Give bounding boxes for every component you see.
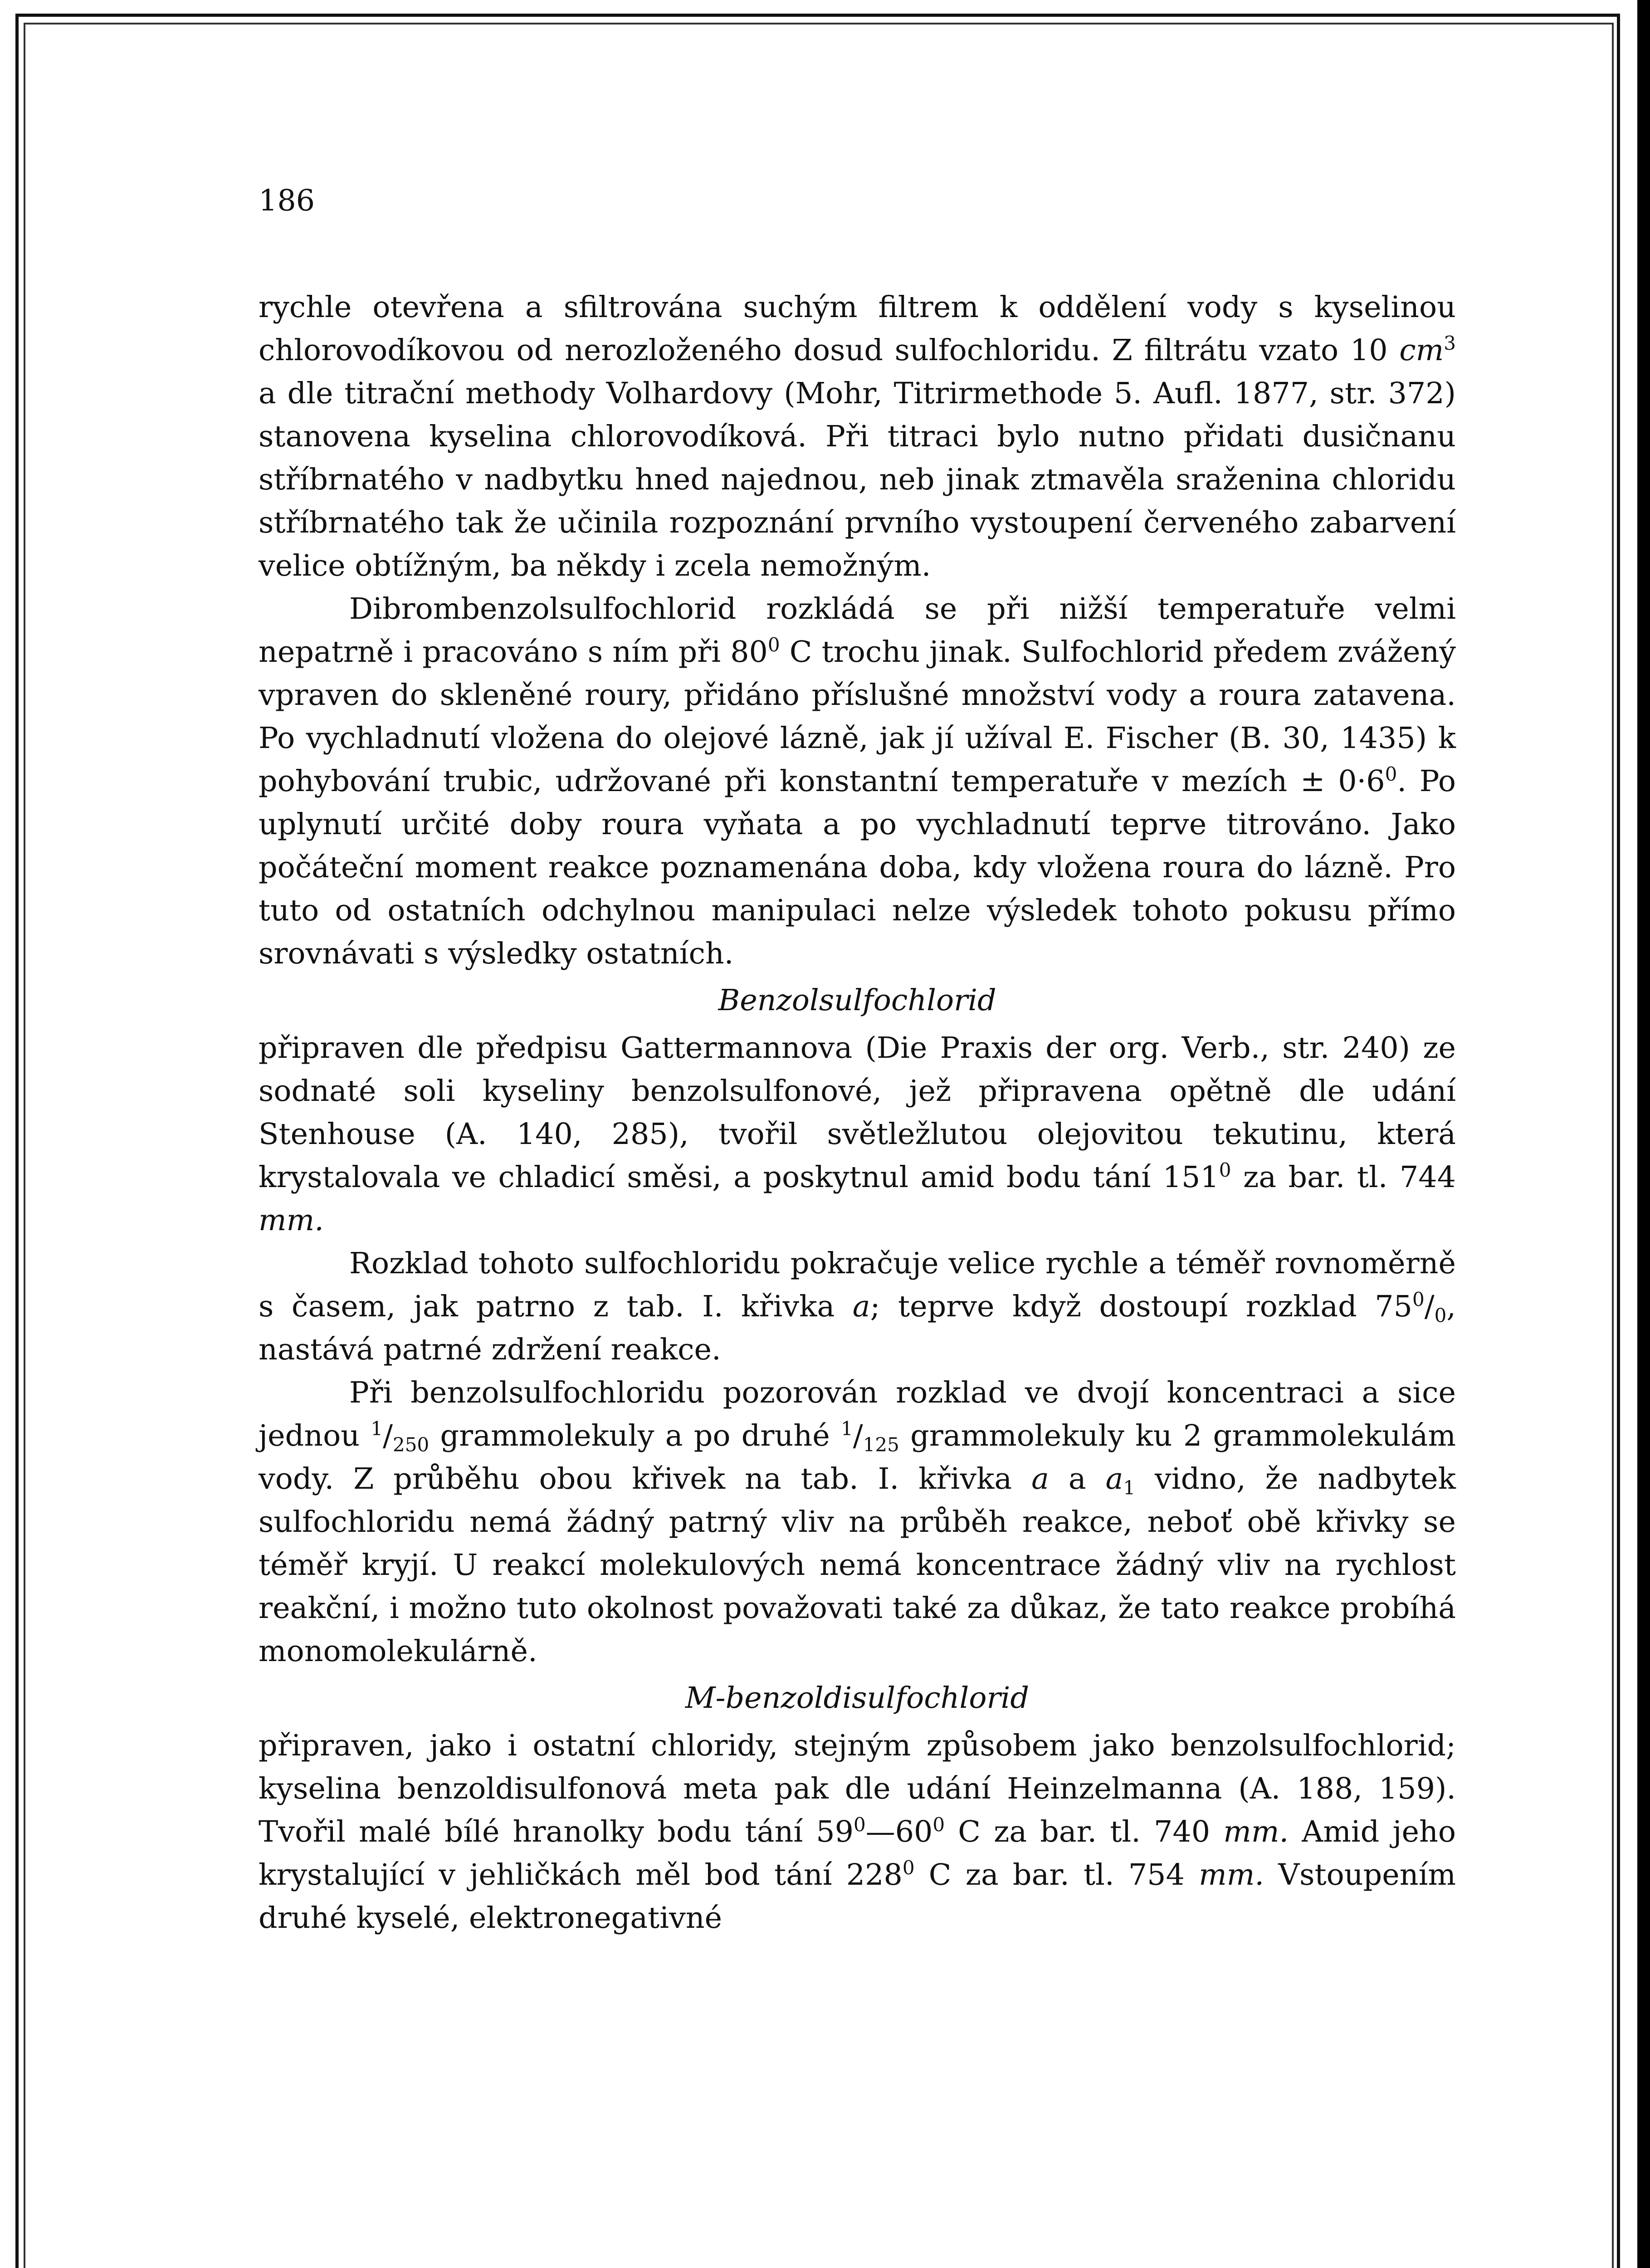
- text-span: C za bar. tl. 740: [945, 1815, 1224, 1849]
- denominator: 250: [393, 1433, 430, 1456]
- unit-cm: cm: [1399, 333, 1444, 367]
- percent-sign: [1412, 1288, 1447, 1327]
- subscript: 0: [1434, 1304, 1447, 1327]
- text-span: rychle otevřena a sfiltrována suchým filtrem k oddělení vody s kyselinou chlorovodíkovou od nerozloženého dosud sulfochloridu. Z filtrátu vzato 10: [259, 290, 1456, 367]
- paragraph-4: [259, 1242, 1456, 1371]
- text-span: grammolekuly ku 2 grammolekulám vody. Z průběhu obou křivek na tab. I. křivka: [259, 1419, 1456, 1496]
- subscript: 1: [1123, 1476, 1136, 1499]
- degree-mark: 0: [1385, 763, 1397, 785]
- fraction-1-125: [840, 1417, 899, 1456]
- superscript: 3: [1444, 332, 1456, 354]
- paragraph-5: [259, 1371, 1456, 1673]
- page-number: 186: [259, 184, 315, 218]
- slash: /: [383, 1419, 393, 1453]
- degree-mark: 0: [767, 633, 780, 656]
- text-span: připraven dle předpisu Gattermannova (Die Praxis der org. Verb., str. 240) ze sodnaté soli kyseliny benzolsulfonové, jež připravena opětně dle udání Stenhouse (A. 140, 285), tvořil světležlutou olejovitou tekutinu, která krystalovala ve chladicí směsi, a poskytnul amid bodu tání 151: [259, 1031, 1456, 1194]
- variable-a: a: [852, 1290, 870, 1324]
- unit-mm: mm.: [259, 1203, 324, 1237]
- text-span: a dle titrační methody Volhardovy (Mohr, Titrirmethode 5. Aufl. 1877, str. 372) stanovena kyselina chlorovodíková. Při titraci bylo nutno přidati dusičnanu stříbrnatého v nadbytku hned najednou, neb jinak ztmavěla sraženina chloridu stříbrnatého tak že učinila rozpoznání prvního vystoupení červeného zabarvení velice obtížným, ba někdy i zcela nemožným.: [259, 376, 1456, 583]
- degree-mark: 0: [853, 1813, 866, 1836]
- text-span: , nastává patrné zdržení reakce.: [259, 1290, 1456, 1367]
- text-span: připraven, jako i ostatní chloridy, stejným způsobem jako benzolsulfochlorid; kyselina benzoldisulfonová meta pak dle udání Heinzelmanna (A. 188, 159). Tvořil malé bílé hranolky bodu tání 59: [259, 1729, 1456, 1849]
- text-span: C trochu jinak. Sulfochlorid předem zvážený vpraven do skleněné roury, přidáno příslušné množství vody a roura zatavena. Po vychladnutí vložena do olejové lázně, jak jí užíval E. Fischer (B. 30, 1435) k pohybování trubic, udržované při konstantní temperatuře v mezích ± 0·6: [259, 635, 1456, 798]
- text-span: a: [1049, 1462, 1106, 1496]
- text-span: grammolekuly a po druhé: [429, 1419, 841, 1453]
- page-content: [259, 179, 1456, 1940]
- text-span: Vstoupením druhé kyselé, elektronegativné: [259, 1858, 1456, 1935]
- paragraph-6: [259, 1724, 1456, 1940]
- numerator: 1: [371, 1417, 383, 1440]
- paragraph-2: [259, 587, 1456, 975]
- variable-a1: a: [1105, 1462, 1123, 1496]
- degree-mark: 0: [932, 1813, 945, 1836]
- text-span: Dibrombenzolsulfochlorid rozkládá se při nižší temperatuře velmi nepatrně i pracováno s ním při 80: [259, 592, 1456, 669]
- unit-mm: mm.: [1199, 1858, 1264, 1892]
- superscript: 0: [1412, 1288, 1425, 1310]
- section-heading-benzolsulfochlorid: Benzolsulfochlorid: [718, 983, 996, 1017]
- slash: /: [1424, 1290, 1435, 1324]
- number: 60: [895, 1815, 933, 1849]
- numerator: 1: [840, 1417, 853, 1440]
- text-span: C za bar. tl. 754: [914, 1858, 1199, 1892]
- paragraph-3: [259, 1026, 1456, 1242]
- degree-mark: 0: [902, 1856, 915, 1879]
- text-span: . Po uplynutí určité doby roura vyňata a po vychladnutí teprve titrováno. Jako počáteční moment reakce poznamenána doba, kdy vložena roura do lázně. Pro tuto od ostatních odchylnou manipulaci nelze výsledek tohoto pokusu přímo srovnávati s výsledky ostatních.: [259, 764, 1456, 971]
- text-span: Rozklad tohoto sulfochloridu pokračuje velice rychle a téměř rovnoměrně s časem, jak patrno z tab. I. křivka: [259, 1246, 1456, 1324]
- text-span: za bar. tl. 744: [1231, 1160, 1456, 1194]
- text-span: vidno, že nadbytek sulfochloridu nemá žádný patrný vliv na průběh reakce, neboť obě křivky se téměř kryjí. U reakcí molekulových nemá koncentrace žádný vliv na rychlost reakční, i možno tuto okolnost považovati také za důkaz, že tato reakce probíhá monomolekulárně.: [259, 1462, 1456, 1668]
- denominator: 125: [863, 1433, 899, 1456]
- paragraph-1: [259, 286, 1456, 587]
- text-span: Amid jeho krystalující v jehličkách měl bod tání 228: [259, 1815, 1456, 1892]
- slash: /: [853, 1419, 863, 1453]
- text-span: ; teprve když dostoupí rozklad 75: [870, 1290, 1412, 1324]
- unit-mm: mm.: [1223, 1815, 1289, 1849]
- section-heading-m-benzoldisulfochlorid: M-benzoldisulfochlorid: [685, 1681, 1029, 1715]
- dash: —: [865, 1815, 895, 1849]
- variable-a: a: [1031, 1462, 1049, 1496]
- degree-mark: 0: [1219, 1158, 1231, 1181]
- text-span: Při benzolsulfochloridu pozorován rozklad ve dvojí koncentraci a sice jednou: [259, 1376, 1456, 1453]
- fraction-1-250: [371, 1417, 430, 1456]
